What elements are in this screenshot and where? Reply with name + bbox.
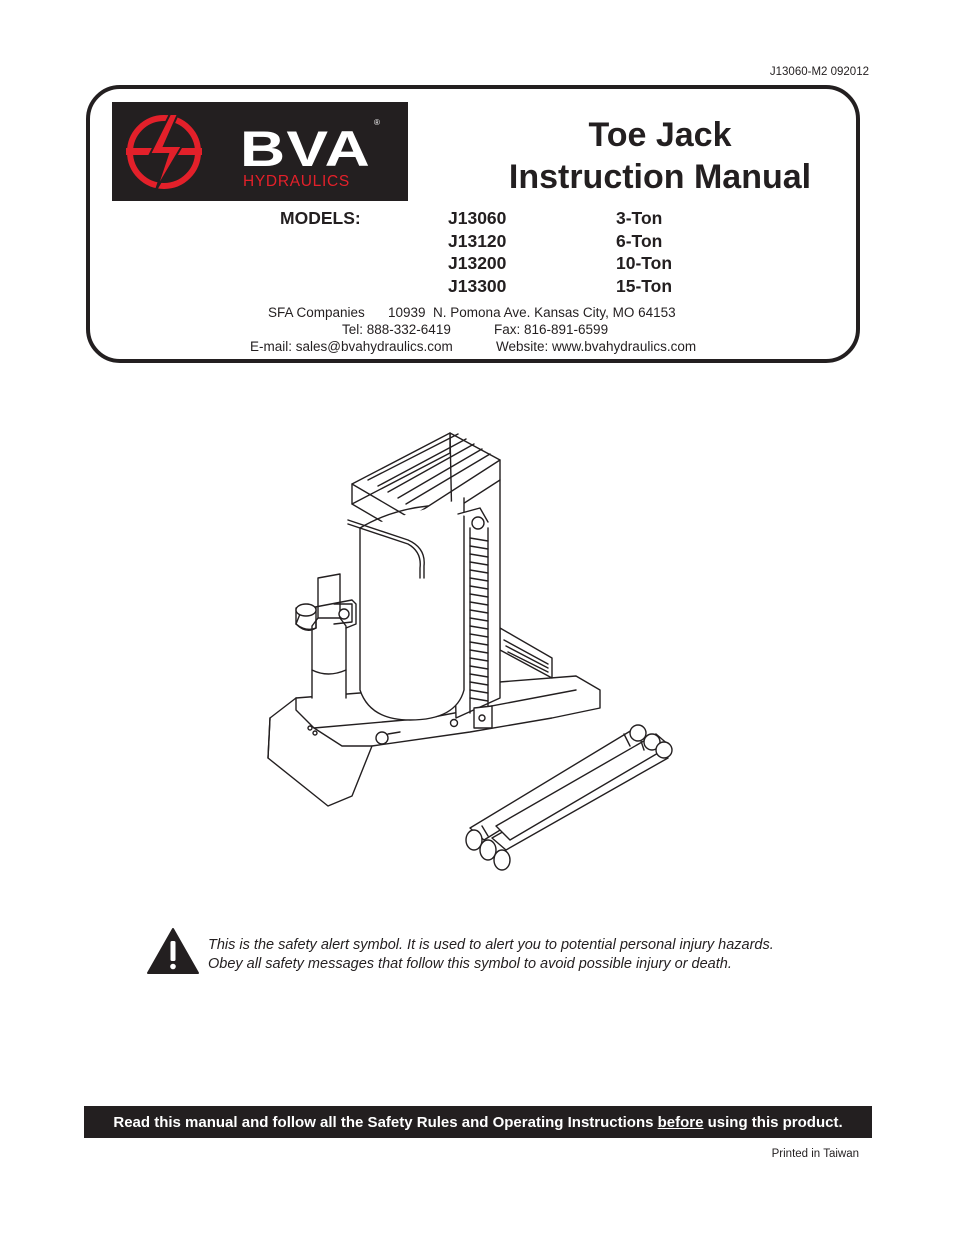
page-title xyxy=(460,114,860,198)
printed-location: Printed in Taiwan xyxy=(771,1148,859,1160)
notice-text-before: Read this manual and follow all the Safety Rules and Operating Instructions xyxy=(113,1113,658,1131)
registered-mark: ® xyxy=(374,118,380,127)
notice-text-after: using this product. xyxy=(703,1113,843,1131)
company-name: SFA Companies xyxy=(268,305,365,320)
toe-jack-illustration xyxy=(260,428,700,878)
brand-name: BVA xyxy=(240,121,372,177)
model-row xyxy=(448,276,688,299)
model-number: J13300 xyxy=(448,275,507,296)
email-address[interactable]: E-mail: sales@bvahydraulics.com xyxy=(250,339,453,354)
model-number: J13060 xyxy=(448,208,507,228)
model-capacity: 6-Ton xyxy=(616,230,663,251)
model-row xyxy=(448,208,688,231)
models-list xyxy=(448,208,688,298)
model-number: J13120 xyxy=(448,230,507,251)
model-capacity: 15-Ton xyxy=(616,275,673,296)
fax-number: Fax: 816-891-6599 xyxy=(494,322,609,337)
model-row xyxy=(448,231,688,254)
bva-logo xyxy=(112,102,408,201)
title-line-2: Instruction Manual xyxy=(508,158,812,196)
brand-subtitle: HYDRAULICS xyxy=(243,173,350,190)
model-row xyxy=(448,253,688,276)
notice-emphasis: before xyxy=(657,1113,704,1131)
title-line-1: Toe Jack xyxy=(588,116,732,154)
safety-notice-bar xyxy=(84,1106,872,1138)
safety-alert-message xyxy=(208,936,774,974)
phone-number: Tel: 888-332-6419 xyxy=(342,322,451,337)
model-number: J13200 xyxy=(448,253,507,273)
document-code: J13060-M2 092012 xyxy=(769,66,869,78)
safety-alert-icon xyxy=(146,927,200,975)
website-link[interactable]: Website: www.bvahydraulics.com xyxy=(496,339,697,354)
model-capacity: 3-Ton xyxy=(616,208,663,228)
company-address: 10939 N. Pomona Ave. Kansas City, MO 64153 xyxy=(388,305,676,320)
alert-line-1: This is the safety alert symbol. It is used to alert you to potential personal injury hazards. xyxy=(208,937,774,953)
alert-line-2: Obey all safety messages that follow this symbol to avoid possible injury or death. xyxy=(208,956,732,972)
models-label: MODELS: xyxy=(280,208,361,228)
model-capacity: 10-Ton xyxy=(616,253,673,273)
